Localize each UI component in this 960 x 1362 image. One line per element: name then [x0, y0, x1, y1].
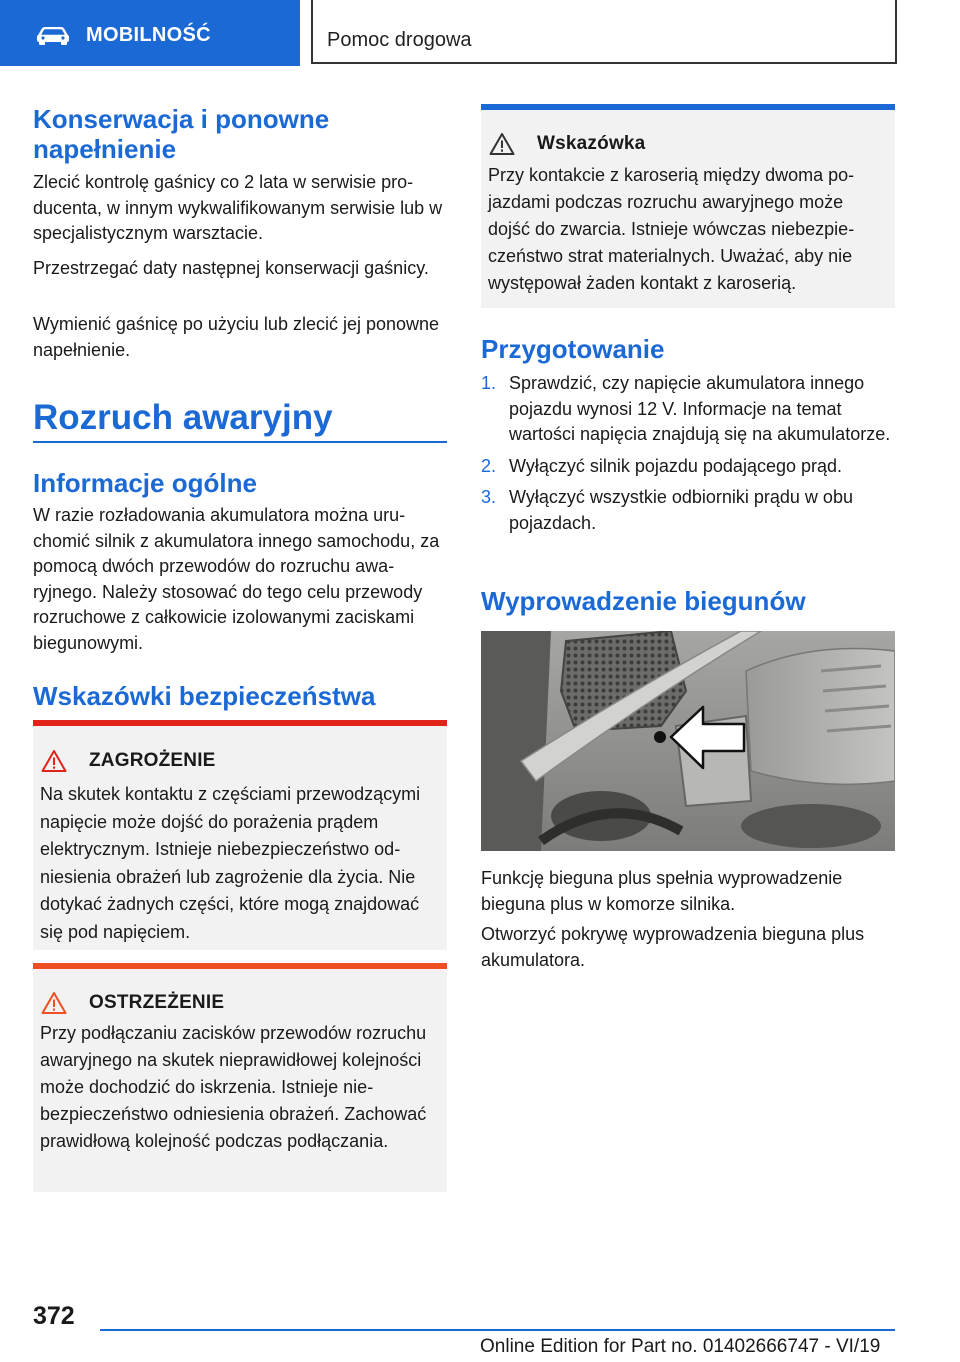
heading-rozruch: Rozruch awaryjny	[33, 398, 333, 437]
step-number: 3.	[481, 487, 497, 507]
heading-przygotowanie: Przygotowanie	[481, 334, 665, 364]
engine-bay-illustration	[481, 631, 895, 851]
edition-text: Online Edition for Part no. 01402666747 - VI/19	[480, 1336, 881, 1357]
footer-divider	[100, 1329, 895, 1331]
danger-box	[33, 720, 447, 950]
section-label: MOBILNOŚĆ	[86, 24, 211, 46]
heading-wskazowki: Wskazówki bezpieczeństwa	[33, 681, 376, 711]
danger-title: ZAGROŻENIE	[89, 750, 216, 771]
steps-list	[481, 371, 895, 542]
paragraph: Przestrzegać daty następnej konserwacji gaśnicy.	[33, 258, 429, 278]
note-title: Wskazówka	[537, 133, 646, 154]
step-text: Wyłączyć silnik pojazdu podającego prąd.	[509, 455, 843, 476]
warning-title: OSTRZEŻENIE	[89, 992, 225, 1013]
warning-bar	[33, 963, 447, 969]
danger-text: Na skutek kontaktu z częściami przewodzącymi napięcie może dojść do porażenia prądem elektrycznym. Istnieje niebezpieczeństwo odniesienia obrażeń lub zagrożenie dla życia. Nie dotykać żadnych części, które mogą znajdować się pod napięciem.	[40, 784, 421, 942]
paragraph: Wymienić gaśnicę po użyciu lub zlecić jej ponowne napełnienie.	[33, 314, 440, 360]
list-item	[481, 454, 895, 480]
chapter-header	[311, 0, 897, 64]
warning-box	[33, 963, 447, 1192]
step-text: Wyłączyć wszystkie odbiorniki prądu w obu pojazdach.	[509, 487, 853, 533]
warning-text: Przy podłączaniu zacisków przewodów rozruchu awaryjnego na skutek nieprawidłowej kolejności może dochodzić do iskrzenia. Istnieje niebezpieczeństwo odniesienia obrażeń. Zachować prawidłową kolejność podczas podłączania.	[40, 1023, 427, 1151]
danger-bar	[33, 720, 447, 726]
paragraph: W razie rozładowania akumulatora można uruchomić silnik z akumulatora innego samochodu, za pomocą dwóch przewodów do rozruchu awaryjnego. Należy stosować do tego celu przewody rozruchowe z całkowicie izolowanymi zaciskami biegunowymi.	[33, 505, 440, 653]
step-number: 1.	[481, 373, 497, 393]
page-number: 372	[33, 1302, 75, 1330]
paragraph: Funkcję bieguna plus spełnia wyprowadzenie bieguna plus w komorze silnika.	[481, 868, 843, 914]
list-item	[481, 371, 895, 448]
note-bar	[481, 104, 895, 110]
chapter-label: Pomoc drogowa	[327, 29, 472, 51]
heading-underline	[33, 441, 447, 443]
heading-konserwacja: Konserwacja i ponowne napełnienie	[33, 104, 330, 164]
step-text: Sprawdzić, czy napięcie akumulatora innego pojazdu wynosi 12 V. Informacje na temat wartości napięcia znajdują się na akumulatorze.	[509, 373, 891, 444]
section-tab[interactable]	[0, 0, 300, 66]
list-item	[481, 485, 895, 536]
warning-triangle-icon	[489, 132, 515, 156]
paragraph: Zlecić kontrolę gaśnicy co 2 lata w serwisie producenta, w innym wykwalifikowanym serwisie lub w specjalistycznym warsztacie.	[33, 172, 443, 243]
heading-wyprowadzenie: Wyprowadzenie biegunów	[481, 586, 806, 616]
warning-triangle-icon	[41, 991, 67, 1015]
note-box	[481, 104, 895, 308]
note-text: Przy kontakcie z karoserią między dwoma pojazdami podczas rozruchu awaryjnego może dojść do zwarcia. Istnieje wówczas niebezpieczeństwo strat materialnych. Uważać, aby nie występował żaden kontakt z karoserią.	[488, 165, 855, 293]
step-number: 2.	[481, 455, 497, 476]
engine-bay-photo	[481, 631, 895, 851]
paragraph: Otworzyć pokrywę wyprowadzenia bieguna plus akumulatora.	[481, 924, 865, 970]
heading-informacje: Informacje ogólne	[33, 468, 257, 498]
car-icon	[36, 27, 70, 45]
warning-triangle-icon	[41, 749, 67, 773]
